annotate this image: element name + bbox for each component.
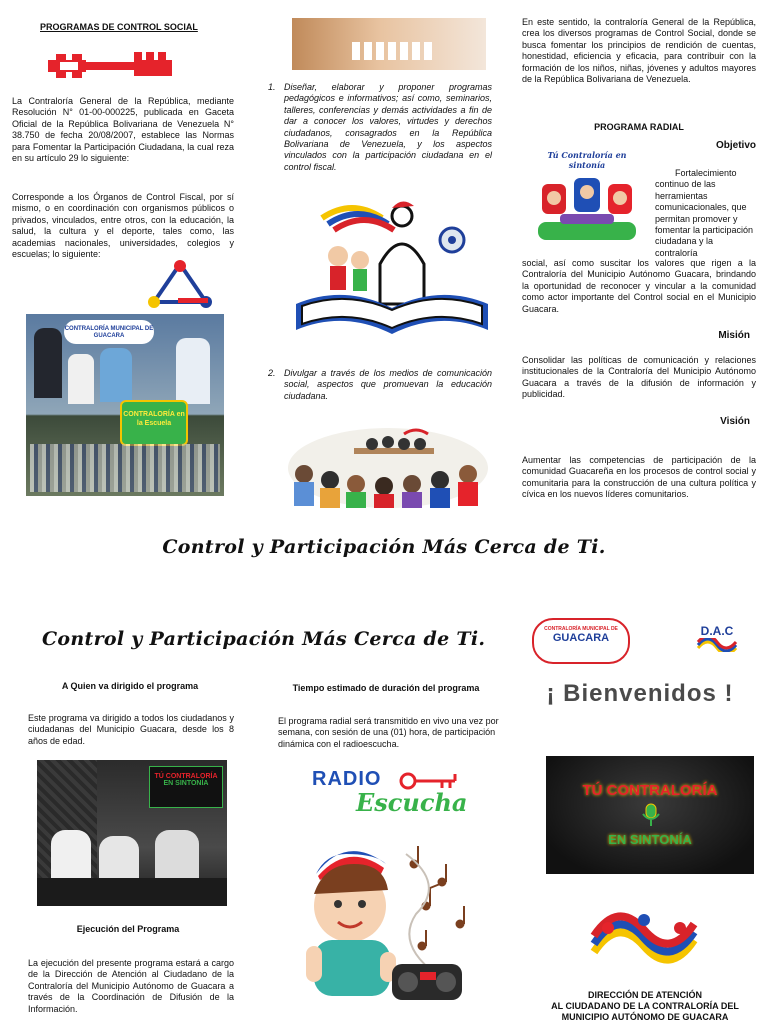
school-photo (26, 314, 224, 496)
slogan-top: Control y Participación Más Cerca de Ti. (162, 536, 606, 558)
banner-line-2: EN SINTONÍA (608, 832, 692, 847)
slogan-bottom: Control y Participación Más Cerca de Ti. (42, 628, 486, 650)
photo-guacara-logo: CONTRALORÍA MUNICIPAL DE GUACARA (64, 320, 154, 344)
objetivo-short (655, 168, 756, 259)
programas-heading-text: PROGRAMAS DE CONTROL SOCIAL (40, 22, 198, 32)
key-logo-icon (46, 46, 180, 86)
dac-large-swirl-logo (586, 908, 702, 968)
corresponde-paragraph (12, 192, 234, 260)
microphone-icon (640, 802, 662, 828)
intro-text: La Contraloría General de la República, mediante Resolución N° 01-00-000225, publicada en Gaceta Oficial de la República Bolivariana de Venezuela N° 38.750 de fecha 20/08/2007, establece las Normas para Fomentar la Participación Ciudadana, la cual reza en su artículo 29 lo siguiente: (12, 96, 234, 164)
mision-heading: Misión (718, 330, 750, 341)
banner-line-1: TÚ CONTRALORÍA (582, 782, 718, 799)
paper-people-chain (352, 42, 432, 60)
vision (522, 455, 756, 501)
person-figure (100, 348, 132, 402)
radio-escucha-logo: RADIO Escucha (312, 768, 468, 817)
programa-radial-heading: PROGRAMA RADIAL (594, 122, 684, 132)
list-item-2-num: 2. (268, 368, 276, 378)
list-item-1-num: 1. (268, 82, 276, 92)
tu-contraloria-banner (546, 756, 754, 874)
radio-heading (522, 122, 756, 132)
contraloria-escuela-badge: CONTRALORÍA en la Escuela (120, 400, 188, 446)
footer-line-3: MUNICIPIO AUTÓNOMO DE GUACARA (561, 1012, 729, 1022)
mision-heading-wrap (522, 330, 750, 341)
objetivo-heading: Objetivo (715, 140, 756, 151)
tiempo-heading: Tiempo estimado de duración del programa (292, 683, 480, 693)
tu-contraloria-logo: Tú Contraloría en sintonía (530, 150, 644, 242)
students-crowd (30, 444, 220, 492)
objetivo-full-text: social, así como suscitar los valores que rigen a la Contraloría del Municipio Autónomo Guacara, brindando la oportunidad de reconocer y vincular a la comunidad como actor importante del Control social en el Municipio Guacara. (522, 258, 756, 314)
ejecucion-text: La ejecución del presente programa estará a cargo de la Dirección de Atención al Ciudadano de la Contraloría del Municipio Autónomo de Guacara a través de la Coordinación de Difusión de la Información. (28, 958, 234, 1014)
col3-intro (522, 17, 756, 85)
reading-book-illustration (292, 194, 492, 344)
intro-paragraph (12, 96, 234, 164)
tiempo-heading-wrap (276, 683, 496, 693)
boy-listening-radio-illustration (296, 834, 492, 1010)
dac-logo: D.A.C (692, 624, 742, 656)
radio-studio-photo (37, 760, 227, 906)
hands-protect-photo (292, 18, 486, 70)
vision-text: Aumentar las competencias de participación de la comunidad Guacareña en los procesos de control social y comunitaria para la construcción de una cultura política y cívica en los nuevos líderes comunitarios. (522, 455, 756, 500)
vision-heading-wrap (522, 416, 750, 427)
bienvenidos-title: ¡ Bienvenidos ! (546, 680, 734, 707)
list-item-1-text: Diseñar, elaborar y proponer programas pedagógicos e informativos; así como, seminarios, talleres, conferencias y demás actividades a fin de dar a conocer los valores, virtudes y derechos ciudadanos, consagrados en la República Bolivariana de Venezuela, y los aspectos vinculados con la participación ciudadana en el control fiscal. (284, 82, 492, 172)
tiempo-text: El programa radial será transmitido en vivo una vez por semana, con sesión de una (01) hora, de participación dinámica con el radioescucha. (278, 716, 499, 749)
guacara-logo: CONTRALORÍA MUNICIPAL DE GUACARA (532, 618, 630, 664)
radio-key-icon (398, 770, 462, 792)
corresponde-text: Corresponde a los Órganos de Control Fiscal, por sí mismo, o en coordinación con organismos públicos o privados, vinculados, entre otros, con la educación, la salud, la cultura y el deporte, tales como, las academias nacionales, universidades, colegios y escuelas; lo siguiente: (12, 192, 234, 260)
community-meeting-illustration (284, 424, 492, 510)
person-figure (68, 354, 94, 404)
ejecucion-heading: Ejecución del Programa (76, 924, 180, 934)
studio-desk (37, 878, 227, 906)
dirigido-text: Este programa va dirigido a todos los ciudadanos y ciudadanas del Municipio Guacara, desde los 8 años de edad. (28, 713, 234, 746)
vision-heading: Visión (720, 416, 750, 427)
list-item-2 (266, 368, 492, 402)
tiempo (278, 716, 504, 750)
list-item-2-text: Divulgar a través de los medios de comunicación social, aspectos que promuevan la educación ciudadana. (284, 368, 492, 401)
dirigido-heading-wrap (30, 681, 230, 691)
person-figure (176, 338, 210, 404)
footer-line-1: DIRECCIÓN DE ATENCIÓN (587, 990, 702, 1000)
mision-text: Consolidar las políticas de comunicación y relaciones institucionales de la Contraloría del Municipio Autónomo Guacara a través de la difusión de información y publicidad. (522, 355, 756, 400)
snc-key-triangle-icon (134, 258, 226, 316)
mision (522, 355, 756, 401)
dirigido-heading: A Quien va dirigido el programa (61, 681, 199, 691)
list-item-1 (266, 82, 492, 173)
radio-studio-cartoon-icon (530, 170, 644, 250)
heading-programas (40, 22, 198, 32)
footer-line-2: AL CIUDADANO DE LA CONTRALORÍA DEL (551, 1001, 739, 1011)
ejecucion-heading-wrap (28, 924, 228, 934)
objetivo-short-text: Fortalecimiento continuo de las herramientas comunicacionales, que permitan promover y fomentar la participación ciudadana y la contraloría (655, 168, 754, 258)
ejecucion (28, 958, 234, 1015)
footer-direccion (530, 990, 760, 1023)
dac-swirl-icon (692, 638, 742, 652)
col3-intro-text: En este sentido, la contraloría General de la República, crea los diversos programas de Control Social, donde se busca fomentar los principios de rendición de cuentas, honestidad, eficiencia y eficacia, para contribuir con la formación de los niños, niñas, jóvenes y adultos mayores de la República Bolivariana de Venezuela. (522, 17, 756, 85)
dirigido (28, 713, 234, 747)
objetivo-full (522, 258, 756, 315)
person-figure (34, 328, 62, 398)
studio-sign: TÚ CONTRALORÍA EN SINTONÍA (149, 766, 223, 808)
